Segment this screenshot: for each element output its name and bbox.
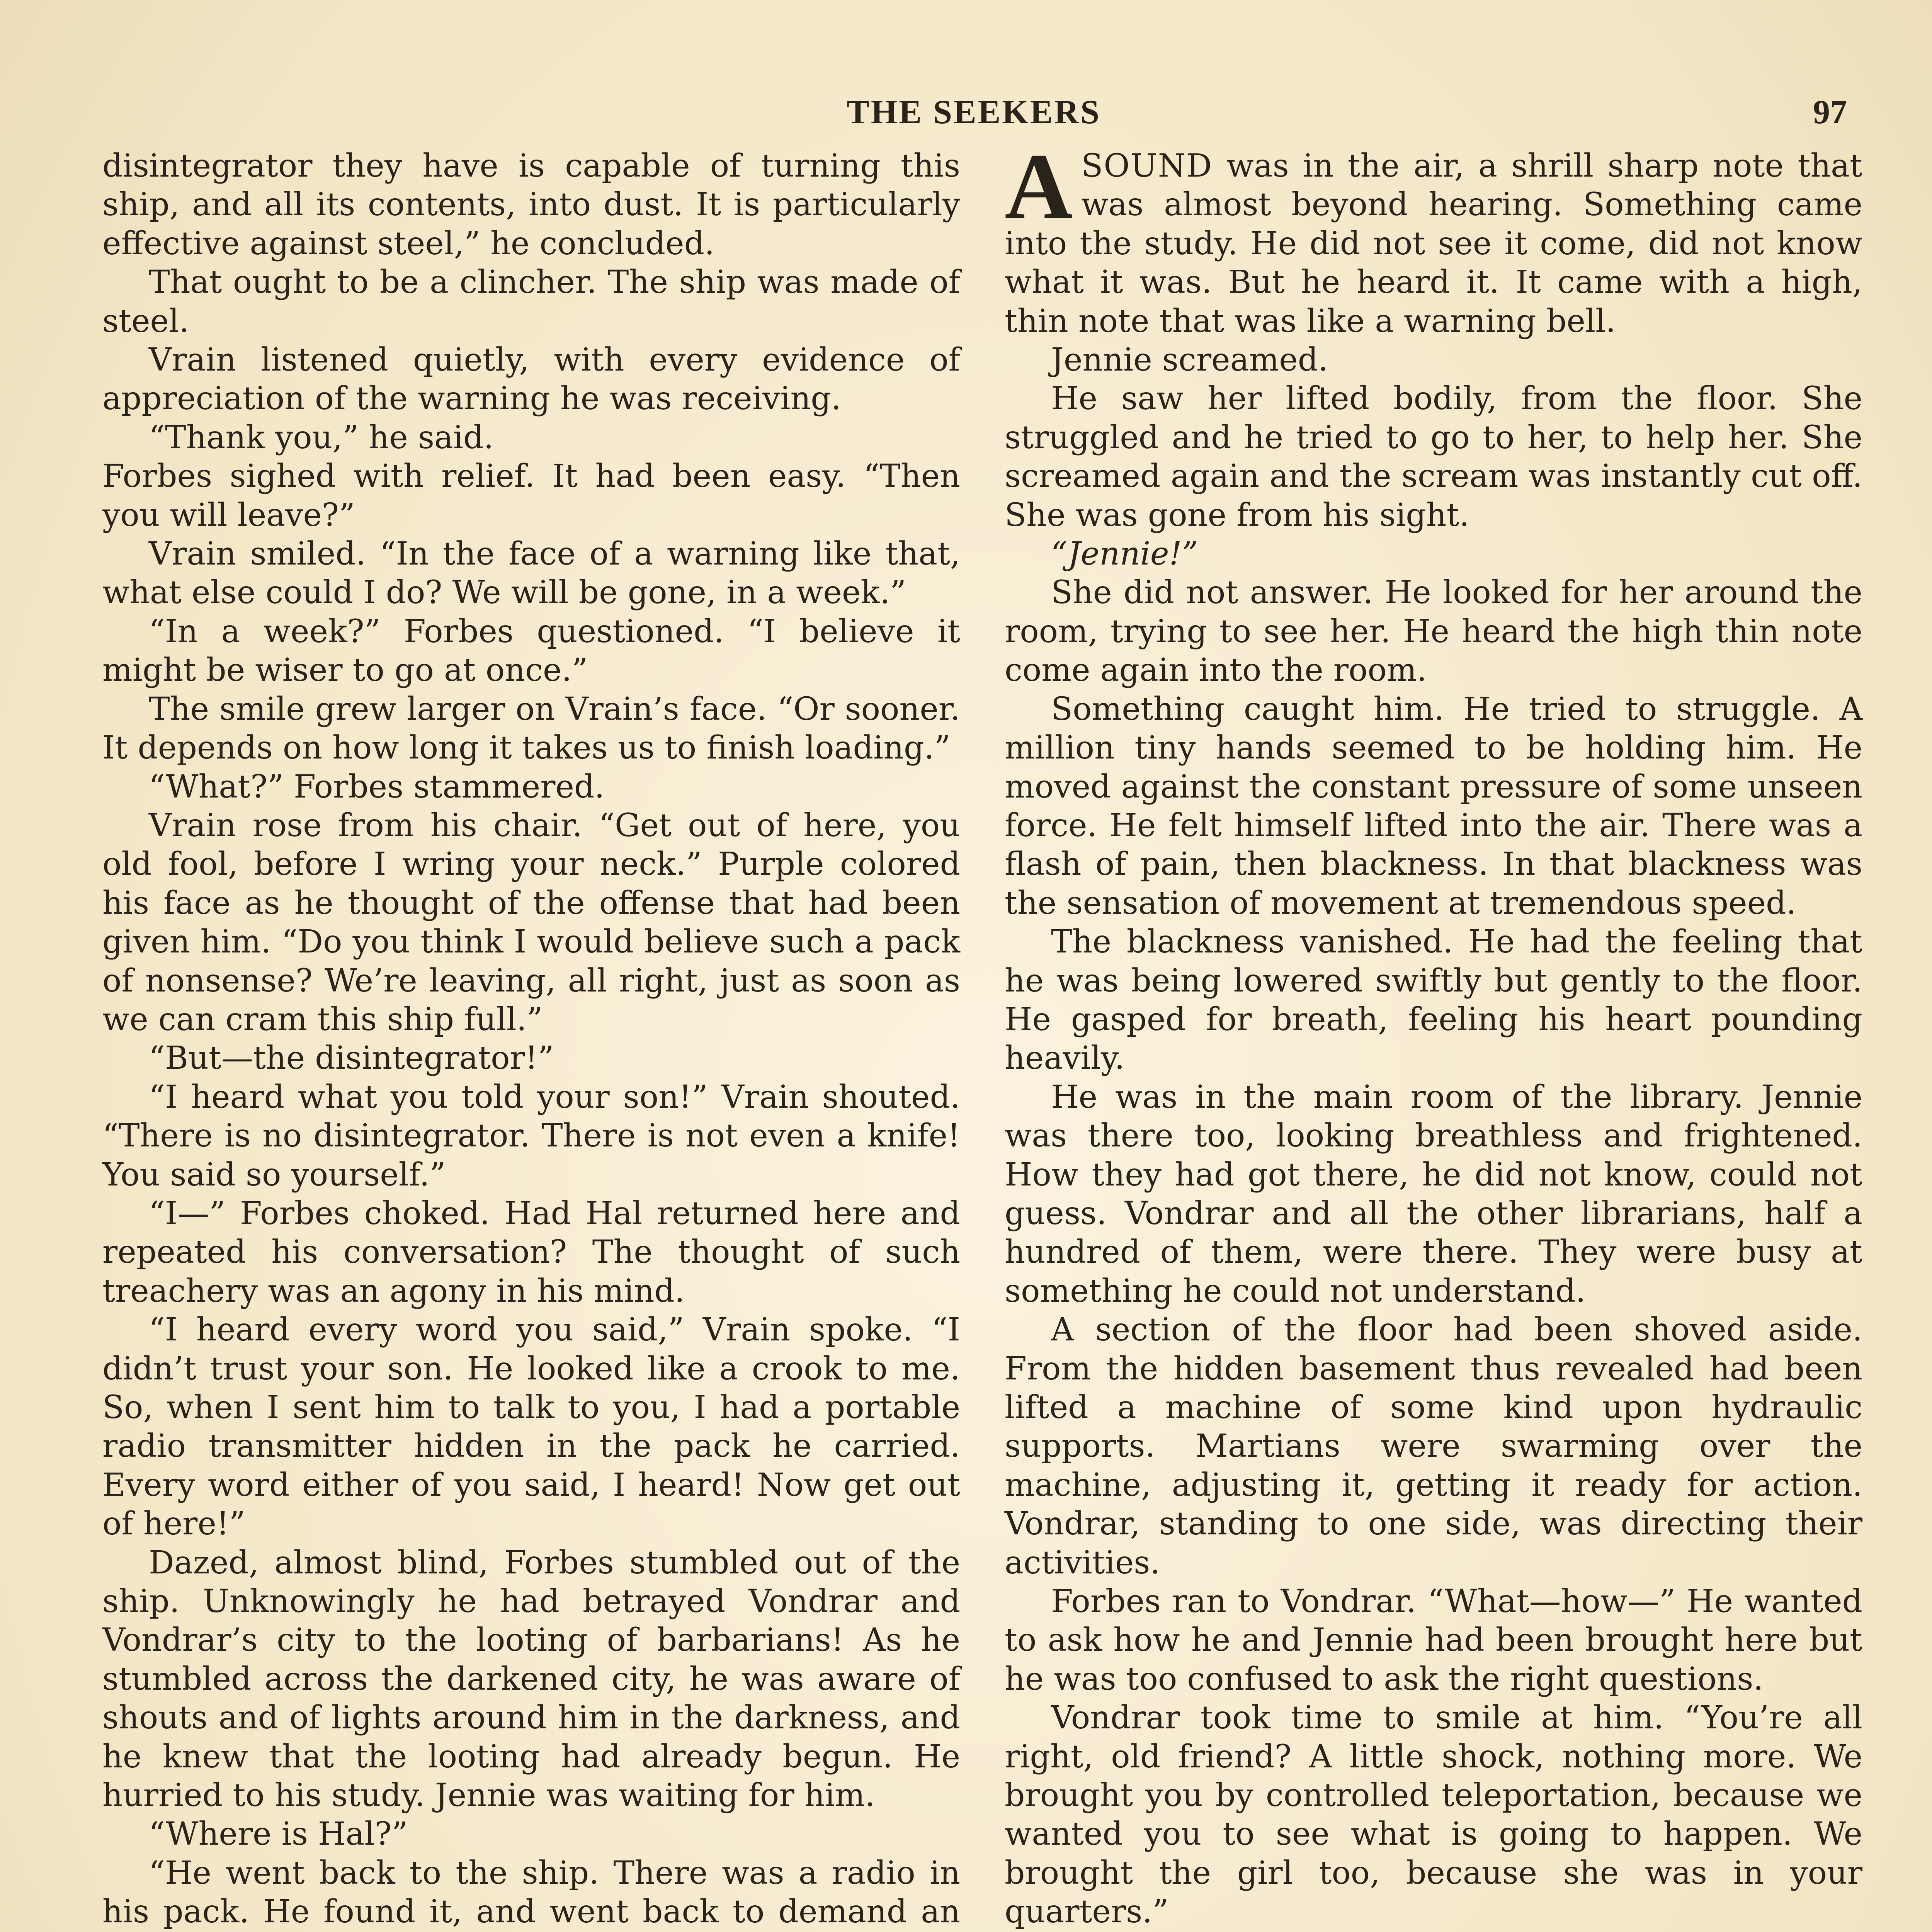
paragraph: “In a week?” Forbes questioned. “I believe it might be wiser to go at once.” [102,613,960,689]
paragraph: “But—the disintegrator!” [149,1040,554,1077]
paragraph: The smile grew larger on Vrain’s face. “Or sooner. It depends on how long it takes us to finish loading.” [102,690,960,767]
paragraph: That ought to be a clincher. The ship was made of steel. [102,264,960,340]
paragraph: He saw her lifted bodily, from the floor. She struggled and he tried to go to her, to help her. She screamed again and the scream was instantly cut off. She was gone from his sight. [1005,380,1862,534]
page-header [100,89,1847,135]
paragraph: Vrain rose from his chair. “Get out of here, you old fool, before I wring your neck.” Purple colored his face as he thought of the offense that had been given him. “Do you think I would believe such a pack of nonsense? We’re leaving, all right, just as soon as we can cram this ship full.” [102,807,960,1038]
paragraph: “I—” Forbes choked. Had Hal returned here and repeated his conversation? The thought of such treachery was an agony in his mind. [102,1195,960,1310]
paragraph: A section of the floor had been shoved aside. From the hidden basement thus revealed had been lifted a machine of some kind upon hydraulic supports. Martians were swarming over the machine, adjusting it, getting it ready for action. Vondrar, standing to one side, was directing their activities. [1005,1311,1862,1581]
lead-word: SOUND [1081,148,1213,184]
paragraph: The blackness vanished. He had the feeling that he was being lowered swiftly but gently to the floor. He gasped for breath, feeling his heart pounding heavily. [1005,923,1862,1077]
paragraph: She did not answer. He looked for her around the room, trying to see her. He heard the high thin note come again into the room. [1005,574,1862,689]
paragraph: “He went back to the ship. There was a radio in his pack. He found it, and went back to demand an [102,1854,960,1930]
paragraph: disintegrator they have is capable of turning this ship, and all its contents, into dust. It is particularly effective against steel,” he concluded. [102,148,960,262]
page-number: 97 [1813,94,1847,131]
paragraph: Dazed, almost blind, Forbes stumbled out of the ship. Unknowingly he had betrayed Vondrar and Vondrar’s city to the looting of barbarians! As he stumbled across the darkened city, he was aware of shouts and of lights around him in the darkness, and he knew that the looting had already begun. He hurried to his study. Jennie was waiting for him. [102,1544,960,1814]
paragraph: “I heard every word you said,” Vrain spoke. “I didn’t trust your son. He looked like a crook to me. So, when I sent him to talk to you, I had a portable radio transmitter hidden in the pack he carried. Every word either of you said, I heard! Now get out of here!” [102,1311,960,1543]
paragraph: Vrain listened quietly, with every evidence of appreciation of the warning he was receiving. [102,342,960,417]
paragraph: Something caught him. He tried to struggle. A million tiny hands seemed to be holding him. He moved against the constant pressure of some unseen force. He felt himself lifted into the air. There was a flash of pain, then blackness. In that blackness was the sensation of movement at tremendous speed. [1005,690,1862,922]
paragraph: Forbes sighed with relief. It had been easy. “Then you will leave?” [102,458,960,534]
left-column [102,147,960,1932]
drop-cap: A [1005,134,1073,238]
paragraph: “I heard what you told your son!” Vrain shouted. “There is no disintegrator. There is not even a knife! You said so yourself.” [102,1078,960,1193]
paragraph: Vondrar took time to smile at him. “You’re all right, old friend? A little shock, nothing more. We brought you by controlled teleportation, because we wanted you to see what is going to happen. We brought the girl too, because she was in your quarters.” [1005,1699,1862,1930]
lead-text: was in the air, a shrill sharp note that was almost beyond hearing. Something came into the study. He did not see it come, did not know what it was. But he heard it. It came with a high, thin note that was like a warning bell. [1005,148,1862,340]
paragraph: He was in the main room of the library. Jennie was there too, looking breathless and frightened. How they had got there, he did not know, could not guess. Vondrar and all the other librarians, half a hundred of them, were there. They were busy at something he could not understand. [1005,1078,1862,1310]
paragraph [1005,535,1862,573]
paragraph: Forbes ran to Vondrar. “What—how—” He wanted to ask how he and Jennie had been brought here but he was too confused to ask the right questions. [1005,1583,1862,1697]
paragraph: Jennie screamed. [1051,342,1328,379]
opening-paragraph [1005,134,1862,341]
right-column [1005,134,1862,1932]
italic-exclamation: “Jennie!” [1051,536,1198,573]
paragraph: “Thank you,” he said. [149,419,494,456]
paragraph: Vrain smiled. “In the face of a warning like that, what else could I do? We will be gone, in a week.” [102,536,960,611]
running-head: THE SEEKERS [847,94,1101,131]
paragraph: “What?” Forbes stammered. [149,768,605,805]
paragraph: “Where is Hal?” [149,1816,408,1853]
